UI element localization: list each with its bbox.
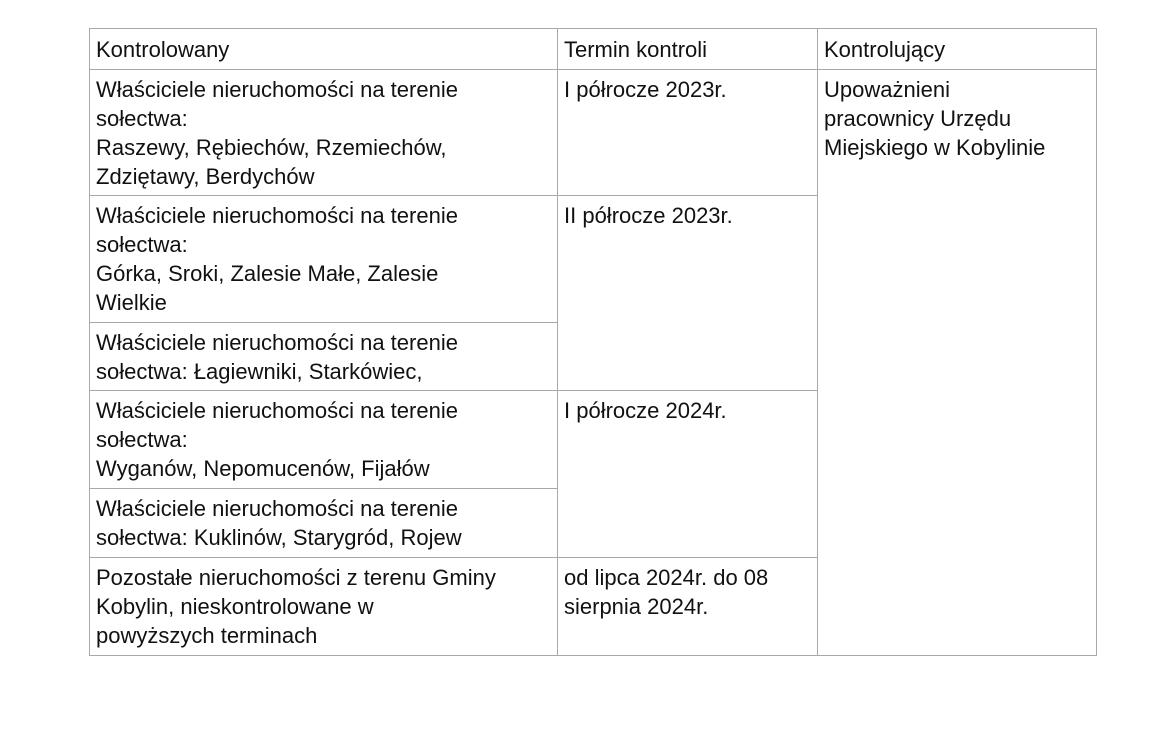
- inspection-schedule-table: [89, 28, 1097, 656]
- term-cell: I półrocze 2023r.: [558, 70, 818, 196]
- term-cell: I półrocze 2024r.: [558, 391, 818, 558]
- controlled-cell: Właściciele nieruchomości na terenie sołectwa: Górka, Sroki, Zalesie Małe, Zalesie Wielkie: [90, 196, 558, 323]
- controlled-cell: Właściciele nieruchomości na terenie sołectwa: Raszewy, Rębiechów, Rzemiechów, Zdziętawy, Berdychów: [90, 70, 558, 196]
- term-cell: II półrocze 2023r.: [558, 196, 818, 391]
- controlled-cell: Właściciele nieruchomości na terenie sołectwa: Kuklinów, Starygród, Rojew: [90, 489, 558, 558]
- controlled-cell: Pozostałe nieruchomości z terenu Gminy Kobylin, nieskontrolowane w powyższych terminach: [90, 558, 558, 656]
- controlled-cell: Właściciele nieruchomości na terenie sołectwa: Wyganów, Nepomucenów, Fijałów: [90, 391, 558, 489]
- inspector-cell: Upoważnieni pracownicy Urzędu Miejskiego w Kobylinie: [818, 70, 1097, 656]
- header-inspector: Kontrolujący: [818, 29, 1097, 70]
- table-row: [90, 70, 1097, 196]
- controlled-cell: Właściciele nieruchomości na terenie sołectwa: Łagiewniki, Starkówiec,: [90, 323, 558, 391]
- header-term: Termin kontroli: [558, 29, 818, 70]
- header-controlled: Kontrolowany: [90, 29, 558, 70]
- table-header-row: [90, 29, 1097, 70]
- term-cell: od lipca 2024r. do 08 sierpnia 2024r.: [558, 558, 818, 656]
